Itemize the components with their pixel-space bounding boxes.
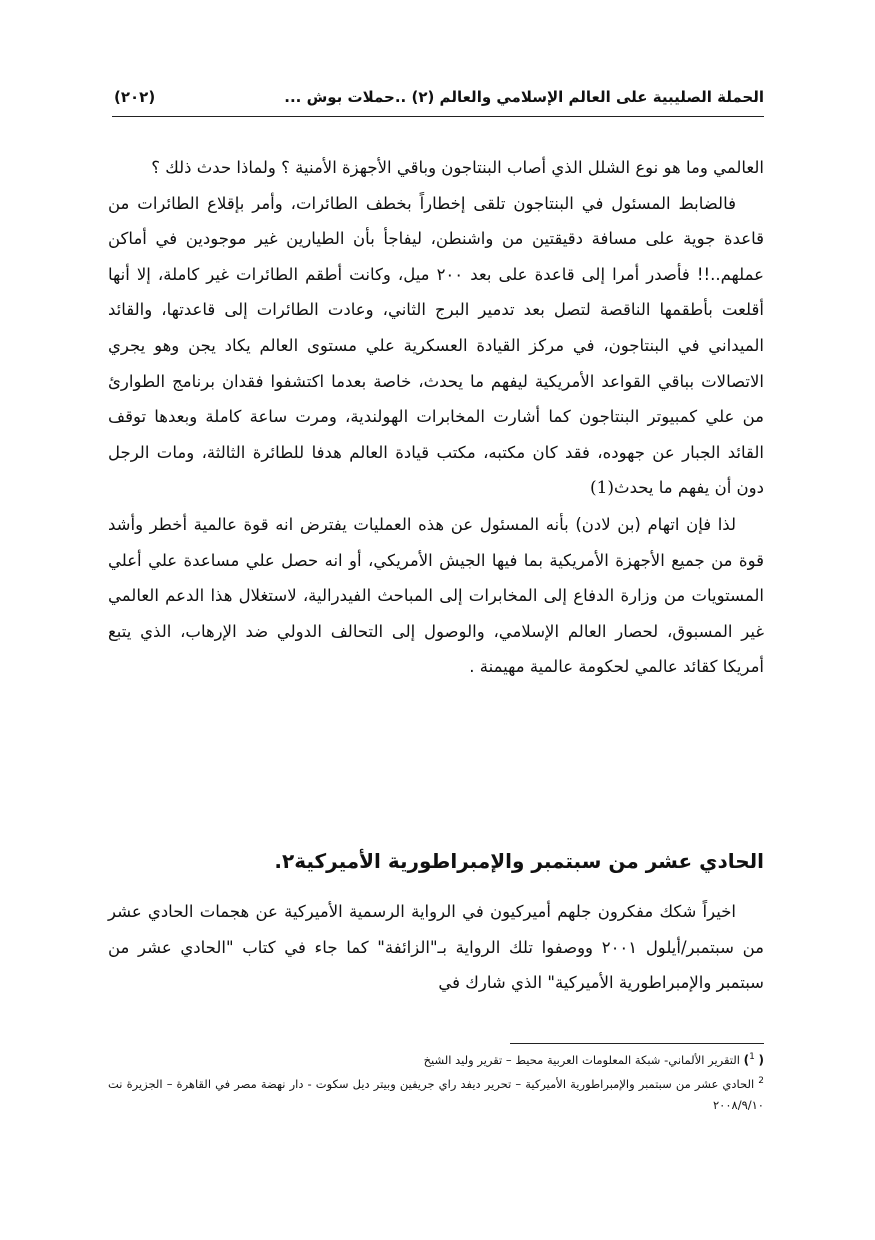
running-title: الحملة الصليبية على العالم الإسلامي والعالم (٢) ..حملات بوش ... (284, 88, 764, 106)
section-heading-end: . (274, 849, 283, 873)
footnote-1-close: ) (743, 1052, 750, 1067)
paragraph-continuation: العالمي وما هو نوع الشلل الذي أصاب البنتاجون وباقي الأجهزة الأمنية ؟ ولماذا حدث ذلك ؟ (151, 158, 764, 177)
paragraph-conspiracy: اخيراً شكك مفكرون جلهم أميركيون في الرواية الرسمية الأميركية عن هجمات الحادي عشر من سبتمبر/أيلول ٢٠٠١ ووصفوا تلك الرواية بـ"الزائفة" كما جاء في كتاب "الحادي عشر من سبتمبر والإمبراطورية الأميركية" الذي شارك في (108, 902, 764, 993)
footnote-separator (510, 1043, 764, 1044)
footnote-2-number: 2 (758, 1075, 764, 1086)
footnote-1-number: 1 (749, 1052, 755, 1062)
footnotes (108, 1047, 764, 1116)
footnote-1-open: ( (758, 1052, 764, 1067)
body-text (108, 150, 764, 685)
footnote-1-text: التقرير الألماني- شبكة المعلومات العربية محيط – تقرير وليد الشيخ (423, 1052, 740, 1067)
footnote-ref-2[interactable]: ٢ (282, 849, 295, 873)
footnote-1 (108, 1047, 764, 1071)
paragraph-bin-laden: لذا فإن اتهام (بن لادن) بأنه المسئول عن هذه العمليات يفترض انه قوة عالمية أخطر وأشد قوة من جميع الأجهزة الأمريكية بما فيها الجيش الأمريكي، أو انه حصل علي مساعدة علي أعلي المستويات من وزارة الدفاع إلى المخابرات إلى المباحث الفيدرالية، لاستغلال هذا الدعم العالمي غير المسبوق، لحصار العالم الإسلامي، والوصول إلى التحالف الدولي ضد الإرهاب، الذي يتبع أمريكا كقائد عالمي لحكومة عالمية مهيمنة . (108, 514, 764, 677)
footnote-2 (108, 1071, 764, 1116)
paragraph-pentagon (108, 186, 764, 507)
footnote-2-text: الحادي عشر من سبتمبر والإمبراطورية الأميركية – تحرير ديفد راي جريفين وبيتر ديل سكوت - دار نهضة مصر في القاهرة – الجزيرة نت ٢٠٠٨/٩/١٠ (108, 1076, 764, 1112)
footnote-ref-1[interactable]: (1) (589, 478, 615, 499)
page-header (112, 88, 764, 117)
section-body (108, 894, 764, 1001)
section-heading-text: الحادي عشر من سبتمبر والإمبراطورية الأميركية (294, 849, 764, 873)
section-heading (108, 843, 764, 879)
paragraph-pentagon-text: فالضابط المسئول في البنتاجون تلقى إخطاراً بخطف الطائرات، وأمر بإقلاع الطائرات من قاعدة جوية على مسافة دقيقتين من واشنطن، ليفاجأ بأن الطيارين غير موجودين في أماكن عملهم..!! فأصدر أمرا إلى قاعدة على بعد ٢٠٠ ميل، وكانت أطقم الطائرات غير كاملة، إلا أنها أقلعت بأطقمها الناقصة لتصل بعد تدمير البرج الثاني، وعادت الطائرات إلى قاعدتها، والقائد الميداني في البنتاجون، في مركز القيادة العسكرية علي مستوى العالم يكاد يجن وهو يجري الاتصالات بباقي القواعد الأمريكية ليفهم ما يحدث، خاصة بعدما اكتشفوا فقدان برنامج الطوارئ من علي كمبيوتر البنتاجون كما أشارت المخابرات الهولندية، ومرت ساعة كاملة وبعدها توقف القائد الجبار عن جهوده، فقد كان مكتبه، مكتب قيادة العالم هدفا للطائرة الثالثة، ومات الرجل دون أن يفهم ما يحدث (108, 193, 764, 498)
page-number: (٢٠٢) (114, 88, 156, 106)
